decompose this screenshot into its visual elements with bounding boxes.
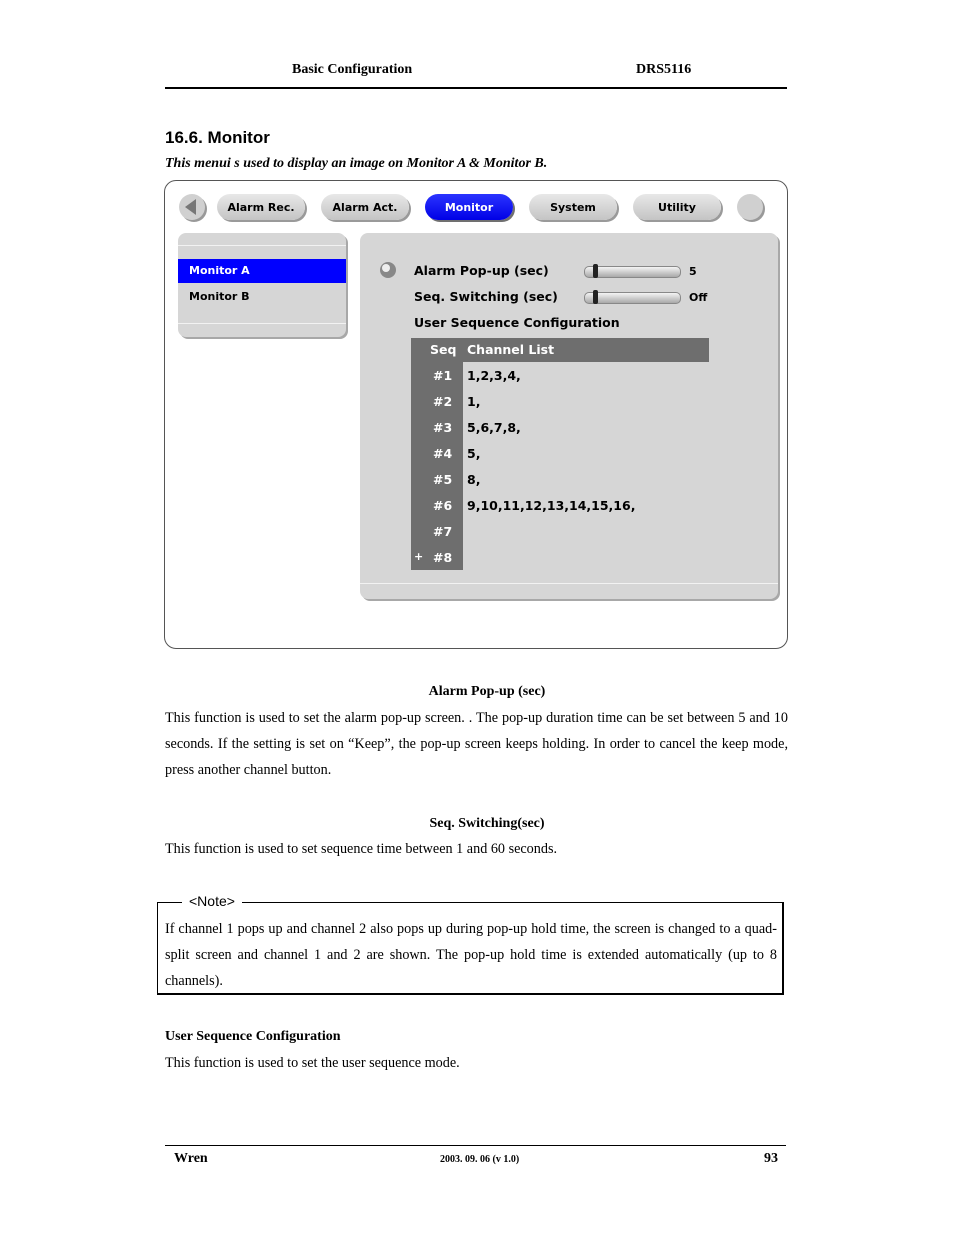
tab-utility[interactable]: Utility bbox=[633, 194, 721, 220]
seq-switching-heading: Seq. Switching(sec) bbox=[429, 816, 545, 831]
monitor-menu-screenshot bbox=[164, 180, 788, 649]
seq-switching-slider[interactable] bbox=[584, 292, 681, 304]
sidebar-item-monitor-b[interactable]: Monitor B bbox=[189, 290, 250, 303]
alarm-popup-label: Alarm Pop-up (sec) bbox=[414, 263, 549, 278]
footer-rule bbox=[165, 1145, 786, 1146]
note-text: If channel 1 pops up and channel 2 also pops up during pop-up hold time, the screen is changed to a quad-split screen and channel 1 and 2 are shown. The pop-up hold time is extended automatically (up to 8 channels). bbox=[165, 921, 777, 989]
channel-list-cell: 9,10,11,12,13,14,15,16, bbox=[467, 498, 636, 513]
alarm-popup-slider[interactable] bbox=[584, 266, 681, 278]
sequence-table-header bbox=[411, 338, 709, 362]
left-arrow-icon bbox=[179, 194, 205, 220]
channel-list-cell: 1,2,3,4, bbox=[467, 368, 521, 383]
seq-column-header: Seq bbox=[430, 342, 457, 357]
sidebar-item-monitor-a[interactable]: Monitor A bbox=[178, 259, 346, 283]
seq-switching-label: Seq. Switching (sec) bbox=[414, 289, 558, 304]
table-row[interactable]: #7 bbox=[433, 524, 453, 539]
forward-button[interactable] bbox=[737, 194, 763, 220]
section-intro: This menui s used to display an image on Monitor A & Monitor B. bbox=[165, 156, 548, 171]
header-rule bbox=[165, 87, 787, 89]
channel-list-cell: 1, bbox=[467, 394, 481, 409]
slider-knob[interactable] bbox=[593, 264, 598, 278]
seq-switching-text: This function is used to set sequence time between 1 and 60 seconds. bbox=[165, 841, 558, 857]
table-row[interactable]: #1 bbox=[433, 368, 453, 383]
footer-date: 2003. 09. 06 (v 1.0) bbox=[440, 1154, 520, 1165]
table-row[interactable]: #3 bbox=[433, 420, 453, 435]
channel-list-cell: 5,6,7,8, bbox=[467, 420, 521, 435]
user-sequence-text: This function is used to set the user sequence mode. bbox=[165, 1055, 460, 1071]
sequence-column bbox=[411, 362, 463, 570]
channel-list-column-header: Channel List bbox=[467, 342, 555, 357]
channel-list-cell: 5, bbox=[467, 446, 481, 461]
slider-knob[interactable] bbox=[593, 290, 598, 304]
header-left: Basic Configuration bbox=[292, 62, 413, 77]
table-row[interactable]: #4 bbox=[433, 446, 453, 461]
alarm-popup-text: This function is used to set the alarm pop-up screen. . The pop-up duration time can be set between 5 and 10 seconds. If the setting is set on “Keep”, the pop-up screen keeps holding. In order to cancel the keep mode, press another channel button. bbox=[165, 710, 788, 778]
header-right: DRS5116 bbox=[636, 62, 692, 77]
seq-switching-value: Off bbox=[689, 291, 708, 304]
row-marker: + bbox=[414, 550, 424, 563]
tab-system[interactable]: System bbox=[529, 194, 617, 220]
tab-alarm-act[interactable]: Alarm Act. bbox=[321, 194, 409, 220]
table-row[interactable]: #2 bbox=[433, 394, 453, 409]
alarm-popup-value: 5 bbox=[689, 265, 697, 278]
table-row[interactable]: #6 bbox=[433, 498, 453, 513]
user-seq-config-label: User Sequence Configuration bbox=[414, 315, 620, 330]
section-title: 16.6. Monitor bbox=[165, 128, 270, 147]
tab-alarm-rec[interactable]: Alarm Rec. bbox=[217, 194, 305, 220]
table-row[interactable]: + #8 bbox=[414, 550, 453, 565]
footer-left: Wren bbox=[174, 1151, 208, 1166]
table-row[interactable]: #5 bbox=[433, 472, 453, 487]
channel-list-cell: 8, bbox=[467, 472, 481, 487]
bullet-icon bbox=[379, 261, 397, 279]
tab-monitor[interactable]: Monitor bbox=[425, 194, 513, 220]
user-sequence-heading: User Sequence Configuration bbox=[165, 1029, 341, 1044]
alarm-popup-heading: Alarm Pop-up (sec) bbox=[428, 684, 546, 699]
page-number: 93 bbox=[764, 1151, 778, 1166]
note-title: <Note> bbox=[182, 893, 242, 909]
back-button[interactable] bbox=[179, 194, 205, 220]
